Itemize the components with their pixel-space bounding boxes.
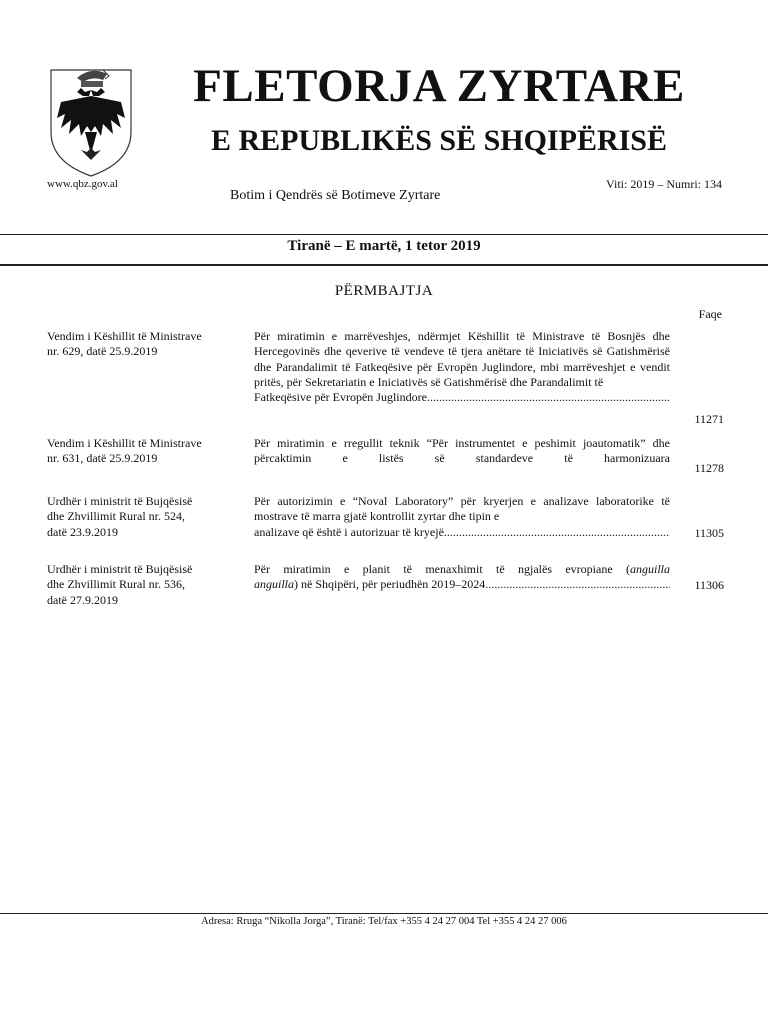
act-reference	[47, 329, 237, 360]
gazette-subtitle: E REPUBLIKËS SË SHQIPËRISË	[211, 124, 667, 157]
toc-entry[interactable]	[47, 494, 724, 544]
description-text: Për miratimin e planit të menaxhimit të ngjalës evropiane (	[254, 562, 630, 576]
species-name-italic: anguilla	[254, 577, 295, 592]
act-line: Vendim i Këshillit të Ministrave	[47, 436, 202, 450]
page-number[interactable]: 11306	[694, 578, 724, 592]
act-description	[254, 329, 670, 405]
act-line: Vendim i Këshillit të Ministrave	[47, 329, 202, 343]
footer-divider	[0, 913, 768, 914]
description-text: Fatkeqësive për Evropën Juglindore	[254, 390, 427, 405]
page-number[interactable]: 11278	[694, 461, 724, 475]
dateline: Tiranë – E martë, 1 tetor 2019	[287, 238, 481, 254]
toc-heading: PËRMBAJTJA	[334, 283, 434, 299]
species-name-italic: anguilla	[629, 562, 670, 576]
description-text: Për miratimin e rregullit teknik “Për instrumentet e peshimit joautomatik” dhe përcaktimin e listës së standardeve të harmonizuara	[254, 436, 670, 466]
toc-entry[interactable]	[47, 329, 724, 429]
description-text: Për autorizimin e “Noval Laboratory” për kryerjen e analizave laboratorike të mostrave të marra gjatë kontrollit zyrtar dhe tipin e	[254, 494, 670, 524]
description-last-line	[254, 577, 670, 592]
act-description	[254, 562, 670, 593]
divider-bottom	[0, 264, 768, 266]
leader-dots	[485, 577, 670, 592]
leader-dots	[427, 390, 670, 405]
act-reference	[47, 562, 237, 608]
description-last-line	[254, 525, 670, 540]
act-line: nr. 631, datë 25.9.2019	[47, 451, 158, 466]
description-text: Për miratimin e marrëveshjes, ndërmjet Këshillit të Ministrave të Bosnjës dhe Hercegovinës dhe qeverive të vendeve të tjera anëtare të Iniciativës së Gatishmërisë dhe Parandalimit të Fatkeqësive për Evropën Juglindore, mbi marrëveshjet e vendit pritës, për Sekretariatin e Iniciativës së Gatishmërisë dhe Parandalimit të	[254, 329, 670, 389]
act-description	[254, 436, 670, 467]
description-first-line	[254, 562, 670, 577]
act-description	[254, 494, 670, 540]
footer-address: Adresa: Rruga “Nikolla Jorga”, Tiranë: Tel/fax +355 4 24 27 004 Tel +355 4 24 27 006	[201, 916, 567, 927]
description-text	[254, 577, 485, 592]
act-line: Urdhër i ministrit të Bujqësisë	[47, 562, 193, 576]
page-number[interactable]: 11271	[694, 412, 724, 426]
publisher-line: Botim i Qendrës së Botimeve Zyrtare	[230, 188, 441, 203]
description-text: analizave që është i autorizuar të kryejë	[254, 524, 444, 539]
toc-entry[interactable]	[47, 436, 724, 476]
website-url[interactable]: www.qbz.gov.al	[47, 178, 118, 190]
act-reference	[47, 436, 237, 467]
act-line: nr. 629, datë 25.9.2019	[47, 344, 158, 359]
page-column-label: Faqe	[698, 307, 722, 321]
act-line: datë 23.9.2019	[47, 524, 118, 539]
toc-entry[interactable]	[47, 562, 724, 612]
act-reference	[47, 494, 237, 540]
gazette-title: FLETORJA ZYRTARE	[193, 60, 685, 112]
act-line: dhe Zhvillimit Rural nr. 524,	[47, 509, 185, 524]
description-last-line	[254, 390, 670, 405]
page-number[interactable]: 11305	[694, 526, 724, 540]
leader-dots	[444, 525, 670, 540]
description-text: ) në Shqipëri, për periudhën 2019–2024	[294, 577, 486, 592]
act-line: datë 27.9.2019	[47, 592, 118, 607]
act-line: dhe Zhvillimit Rural nr. 536,	[47, 577, 185, 592]
issue-number: Viti: 2019 – Numri: 134	[606, 177, 722, 191]
divider-top	[0, 234, 768, 235]
act-line: Urdhër i ministrit të Bujqësisë	[47, 494, 193, 508]
